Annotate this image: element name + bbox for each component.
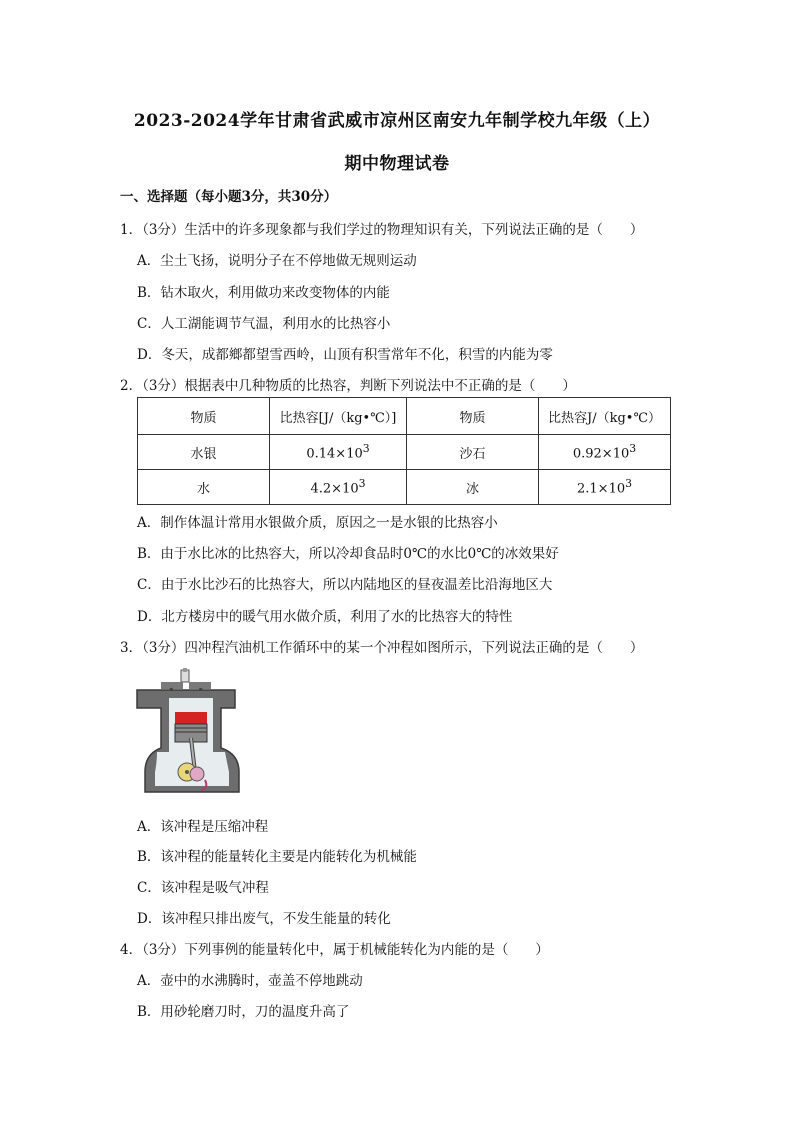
table-cell: $0.92\times 10^3$ [539, 435, 671, 470]
question-2-option-a: A．制作体温计常用水银做介质，原因之一是水银的比热容小 [137, 515, 498, 531]
table-header-cell: 比热容[J/（kg•℃）] [270, 398, 407, 435]
table-cell: 冰 [407, 470, 539, 505]
question-2-option-c: C．由于水比沙石的比热容大，所以内陆地区的昼夜温差比沿海地区大 [137, 577, 553, 593]
exam-title-line1: 2023-2024学年甘肃省武威市凉州区南安九年制学校九年级（上） [133, 111, 661, 131]
table-cell: 水 [138, 470, 270, 505]
table-cell: 水银 [138, 435, 270, 470]
table-header-cell: 物质 [407, 398, 539, 435]
question-2-option-b: B．由于水比冰的比热容大，所以冷却食品时0℃的水比0℃的冰效果好 [137, 546, 559, 562]
table-header-cell: 比热容J/（kg•℃） [539, 398, 671, 435]
question-4-option-a: A．壶中的水沸腾时，壶盖不停地跳动 [137, 973, 363, 989]
table-header-cell: 物质 [138, 398, 270, 435]
question-4-option-b: B．用砂轮磨刀时，刀的温度升高了 [137, 1004, 350, 1020]
question-3-option-c: C．该冲程是吸气冲程 [137, 880, 269, 896]
table-row [138, 470, 671, 505]
question-3-stem: 3．（3分）四冲程汽油机工作循环中的某一个冲程如图所示，下列说法正确的是（ ） [120, 640, 644, 656]
table-cell: $0.14\times 10^3$ [270, 435, 407, 470]
table-cell: $2.1\times 10^3$ [539, 470, 671, 505]
engine-cylinder-diagram [135, 668, 263, 794]
exam-title-line2: 期中物理试卷 [344, 154, 450, 174]
section-heading: 一、选择题（每小题3分，共30分） [120, 189, 338, 205]
question-1-option-b: B．钻木取火，利用做功来改变物体的内能 [137, 285, 390, 301]
question-1-stem: 1．（3分）生活中的许多现象都与我们学过的物理知识有关，下列说法正确的是（ ） [120, 222, 644, 238]
question-3-option-b: B．该冲程的能量转化主要是内能转化为机械能 [137, 849, 417, 865]
question-3-option-d: D．该冲程只排出废气，不发生能量的转化 [137, 911, 391, 927]
table-cell: $4.2\times 10^3$ [270, 470, 407, 505]
question-2-option-d: D．北方楼房中的暖气用水做介质，利用了水的比热容大的特性 [137, 609, 513, 625]
question-1-option-d: D．冬天，成都鄉都望雪西岭，山顶有积雪常年不化，积雪的内能为零 [137, 347, 553, 363]
question-4-stem: 4．（3分）下列事例的能量转化中，属于机械能转化为内能的是（ ） [120, 942, 549, 958]
question-1-option-c: C．人工湖能调节气温，利用水的比热容小 [137, 316, 391, 332]
question-3-option-a: A．该冲程是压缩冲程 [137, 819, 269, 835]
specific-heat-table [137, 397, 671, 505]
question-1-option-a: A．尘土飞扬，说明分子在不停地做无规则运动 [137, 253, 417, 269]
table-cell: 沙石 [407, 435, 539, 470]
question-2-stem: 2．（3分）根据表中几种物质的比热容，判断下列说法中不正确的是（ ） [120, 378, 576, 394]
table-header-row [138, 398, 671, 435]
table-row [138, 435, 671, 470]
